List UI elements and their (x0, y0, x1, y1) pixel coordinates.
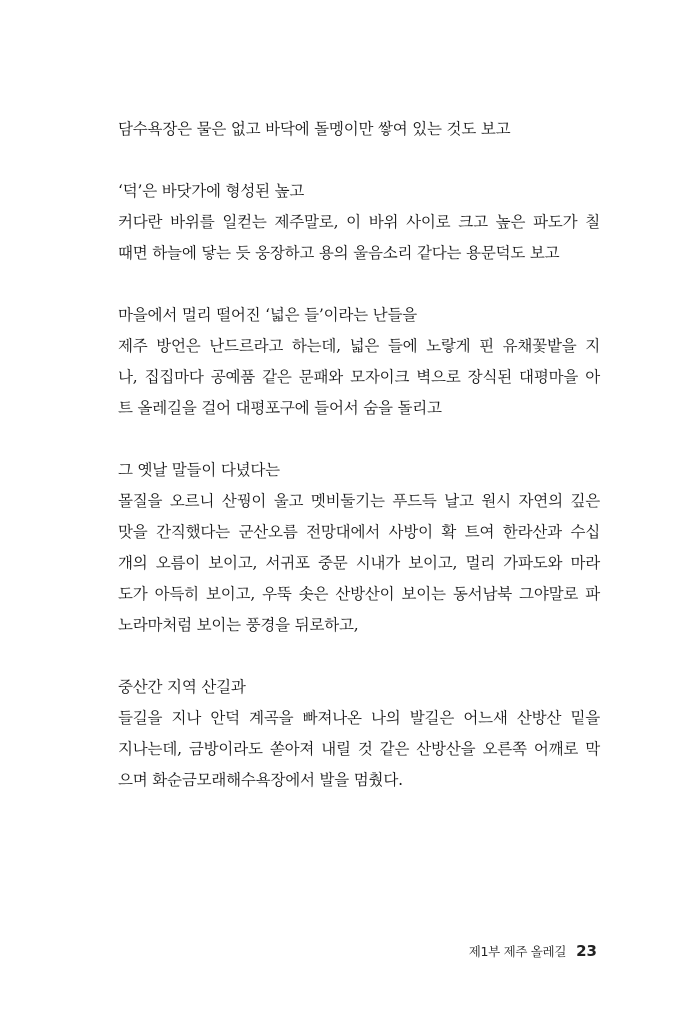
page-number: 23 (576, 942, 597, 960)
paragraph (118, 672, 600, 796)
page-body (118, 114, 600, 796)
paragraph (118, 114, 600, 145)
paragraph-gap (118, 145, 600, 176)
text-line: 도가 아득히 보이고, 우뚝 솟은 산방산이 보이는 동서남북 그야말로 파 (118, 585, 600, 603)
text-line: 으며 화순금모래해수욕장에서 발을 멈췄다. (118, 771, 403, 789)
text-line: 몰질을 오르니 산꿩이 울고 멧비둘기는 푸드득 날고 원시 자연의 깊은 (118, 492, 600, 510)
paragraph-gap (118, 269, 600, 300)
page-footer (469, 942, 597, 966)
text-line: 트 올레길을 걸어 대평포구에 들어서 숨을 돌리고 (118, 399, 442, 417)
text-line: 마을에서 멀리 떨어진 ‘넓은 들’이라는 난들을 (118, 306, 418, 324)
text-line: 커다란 바위를 일컫는 제주말로, 이 바위 사이로 크고 높은 파도가 칠 (118, 213, 600, 231)
text-line: 중산간 지역 산길과 (118, 678, 246, 696)
text-line: 담수욕장은 물은 없고 바닥에 돌멩이만 쌓여 있는 것도 보고 (118, 120, 511, 138)
paragraph-gap (118, 641, 600, 672)
text-line: 그 옛날 말들이 다녔다는 (118, 461, 280, 479)
text-line: 때면 하늘에 닿는 듯 웅장하고 용의 울음소리 같다는 용문덕도 보고 (118, 244, 560, 262)
running-title: 제1부 제주 올레길 (468, 944, 567, 959)
text-line: 들길을 지나 안덕 계곡을 빠져나온 나의 발길은 어느새 산방산 밑을 (118, 709, 600, 727)
paragraph-gap (118, 424, 600, 455)
text-line: 제주 방언은 난드르라고 하는데, 넓은 들에 노랗게 핀 유채꽃밭을 지 (118, 337, 600, 355)
text-line: 지나는데, 금방이라도 쏟아져 내릴 것 같은 산방산을 오른쪽 어깨로 막 (118, 740, 600, 758)
text-line: 개의 오름이 보이고, 서귀포 중문 시내가 보이고, 멀리 가파도와 마라 (118, 554, 600, 572)
text-line: 맛을 간직했다는 군산오름 전망대에서 사방이 확 트여 한라산과 수십 (118, 523, 600, 541)
paragraph (118, 300, 600, 424)
text-line: 노라마처럼 보이는 풍경을 뒤로하고, (118, 616, 359, 634)
text-line: 나, 집집마다 공예품 같은 문패와 모자이크 벽으로 장식된 대평마을 아 (118, 368, 600, 386)
paragraph (118, 455, 600, 641)
text-line: ‘덕’은 바닷가에 형성된 높고 (118, 182, 305, 200)
paragraph (118, 176, 600, 269)
